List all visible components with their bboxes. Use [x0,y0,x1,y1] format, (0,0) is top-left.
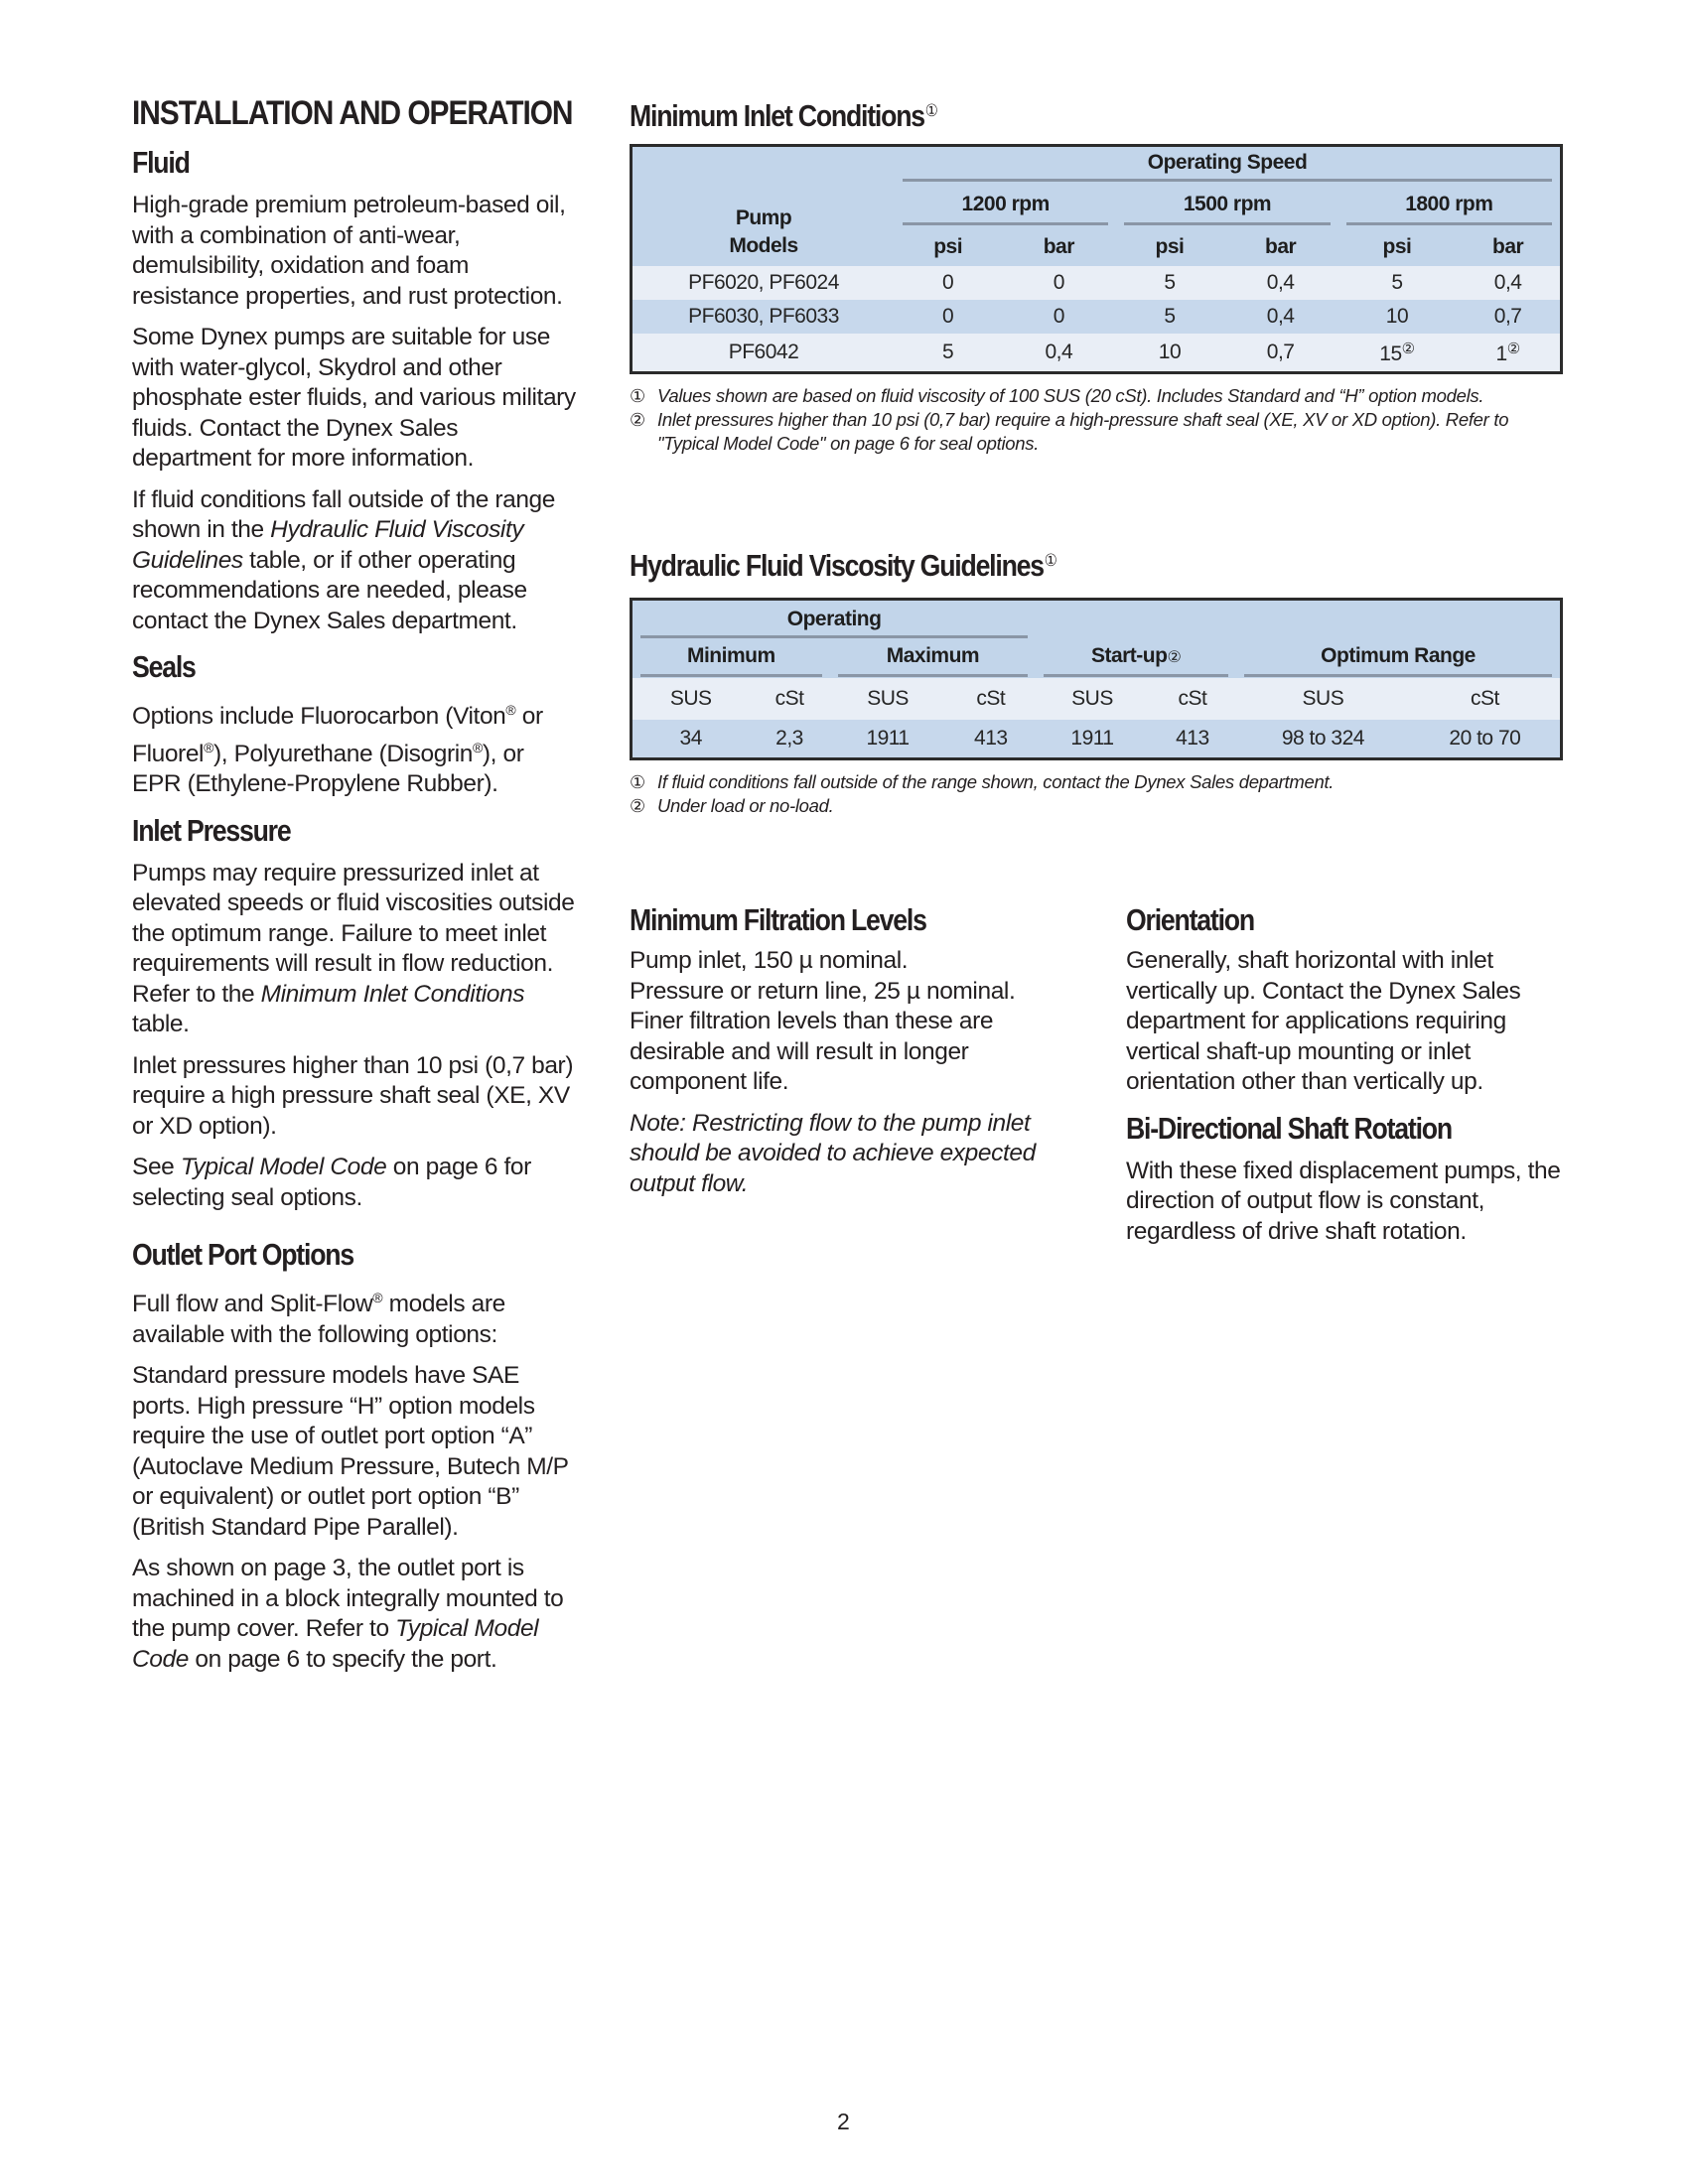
header-text: Optimum Range [1244,640,1552,677]
header-text: Maximum [838,640,1029,677]
unit-cell: SUS [867,687,909,710]
text: As shown on page 3, the outlet port is machined in a block integrally mounted to the pump cover. Refer to [132,1555,564,1642]
value-cell: 34 [679,727,702,750]
unit-cell: cSt [1178,687,1207,710]
text: If fluid conditions fall outside of the range shown in the [132,485,556,543]
filtration-heading: Minimum Filtration Levels [630,902,926,937]
value-cell: 2,3 [775,727,803,750]
optimum-range-header [1236,638,1560,678]
speed-header-1200 [895,185,1116,228]
startup-header [1036,638,1236,678]
text: Pump inlet, 150 µ nominal. [630,947,909,974]
footnote-mark: ① [630,386,645,406]
value-cell: 0 [1053,271,1064,294]
table-row [633,334,1560,371]
minimum-header [633,638,830,678]
value-cell: 0 [942,305,954,328]
model-code-reference: Typical Model Code [180,1154,387,1180]
text: ), or EPR (Ethylene-Propylene Rubber). [132,740,524,797]
value-cell: 0 [1053,305,1064,328]
inlet-pressure-paragraph-3 [132,1153,579,1213]
viscosity-block [630,541,1563,818]
footnote-text: Inlet pressures higher than 10 psi (0,7 bar) require a high-pressure shaft seal (XE, XV or XD option). Refer to "Typical Model Code" on page 6 for seal options. [657,409,1509,454]
footnote-mark: ② [630,796,645,816]
inlet-pressure-section [132,811,579,1214]
rotation-paragraph: With these fixed displacement pumps, the direction of output flow is constant, regardless of drive shaft rotation. [1126,1157,1561,1245]
table-reference: Minimum Inlet Conditions [260,980,525,1008]
orientation-section [1126,900,1573,1098]
inlet-pressure-paragraph-2: Inlet pressures higher than 10 psi (0,7 bar) require a high pressure shaft seal (XE, XV or XD option). [132,1051,574,1140]
unit-header: bar [1265,235,1297,258]
fluid-paragraph-1: High-grade premium petroleum-based oil, with a combination of anti-wear, demulsibility, oxidation and foam resistance properties, and rust protection. [132,192,566,310]
blank-header [1036,601,1560,638]
value-cell: 413 [1176,727,1209,750]
operating-speed-header [895,147,1560,185]
seals-paragraph [132,695,579,800]
filtration-section [630,900,1081,1210]
text: Finer filtration levels than these are desirable and will result in longer component life. [630,1008,994,1095]
text: or Fluorel [132,703,543,767]
unit-cell: SUS [1302,687,1344,710]
value-cell: 5 [1164,271,1176,294]
table-row [633,266,1560,300]
inlet-pressure-heading: Inlet Pressure [132,812,291,848]
text: table. [132,1011,190,1037]
text: Pressure or return line, 25 µ nominal. [630,977,1016,1005]
model-cell: PF6020, PF6024 [688,271,839,294]
model-cell: PF6030, PF6033 [688,305,839,328]
header-text: Pump [735,206,792,229]
registered-mark: ® [473,739,483,755]
unit-cell: cSt [774,687,804,710]
unit-cell: SUS [669,687,712,710]
value-cell: 20 to 70 [1449,727,1521,750]
header-text: Models [729,234,798,257]
footnote-mark: ② [630,410,645,430]
header-text: 1200 rpm [903,189,1108,225]
header-text: 1500 rpm [1124,189,1330,225]
speed-header-1500 [1116,185,1337,228]
page-title: INSTALLATION AND OPERATION [132,94,573,132]
label: Start-up [1090,643,1168,667]
inlet-table-footnotes [630,384,1563,456]
header-text: Minimum [640,640,822,677]
outlet-port-paragraph-3 [132,1554,579,1675]
viscosity-table-footnotes [630,770,1563,818]
outlet-port-paragraph-2: Standard pressure models have SAE ports. High pressure “H” option models require the use of outlet port option “A” (Autoclave Medium Pressure, Butech M/P or equivalent) or outlet port option “B” (British Standard Pipe Parallel). [132,1362,569,1541]
viscosity-heading [630,541,1432,586]
text: Options include Fluorocarbon (Viton [132,703,506,730]
footnote [630,770,1563,794]
table-row [633,300,1560,334]
footnote [630,384,1563,408]
inlet-conditions-block [630,91,1563,456]
inlet-conditions-heading [630,91,1432,136]
value-text: 15 [1379,341,1402,365]
heading-text: Minimum Inlet Conditions [630,98,924,133]
unit-cell: SUS [1071,687,1113,710]
inlet-conditions-table [630,144,1563,374]
speed-header-1800 [1338,185,1560,228]
footnote-mark: ② [1401,340,1415,357]
text: models are available with the following options: [132,1291,505,1348]
outlet-port-section [132,1235,579,1675]
fluid-paragraph-2: Some Dynex pumps are suitable for use with water-glycol, Skydrol and other phosphate ester fluids, and various military fluids. Contact the Dynex Sales department for more information. [132,324,576,472]
heading-text: Hydraulic Fluid Viscosity Guidelines [630,548,1044,583]
text: on page 6 for selecting seal options. [132,1154,531,1211]
registered-mark: ® [372,1290,383,1305]
value-cell: 0,4 [1493,271,1522,294]
model-cell: PF6042 [728,341,799,363]
rotation-heading: Bi-Directional Shaft Rotation [1126,1110,1452,1146]
unit-header: bar [1043,235,1074,258]
footnote-mark: ② [1167,648,1182,666]
header-text: 1800 rpm [1346,189,1552,225]
operating-header [633,601,1036,638]
value-text: 1 [1495,341,1507,365]
registered-mark: ® [204,739,214,755]
rotation-section [1126,1109,1573,1248]
text: Pumps may require pressurized inlet at elevated speeds or fluid viscosities outside the optimum range. Failure to meet inlet requirements will result in flow reduction. Refer to the [132,859,575,1008]
value-cell: 10 [1385,305,1409,328]
value-cell: 413 [974,727,1008,750]
orientation-heading: Orientation [1126,902,1254,937]
value-cell: 1911 [1070,727,1114,750]
maximum-header [830,638,1037,678]
header-text: Operating [640,602,1028,638]
fluid-heading: Fluid [132,145,190,180]
value-cell: 0,7 [1266,341,1295,363]
footnote-text: Under load or no-load. [657,795,834,816]
value-cell: 5 [1391,271,1403,294]
value-cell: 0,7 [1493,305,1522,328]
footnote-mark: ① [1044,551,1056,570]
fluid-paragraph-3 [132,485,579,637]
unit-header: psi [1382,235,1412,258]
viscosity-table [630,598,1563,760]
value-cell: 5 [1164,305,1176,328]
footnote-text: If fluid conditions fall outside of the range shown, contact the Dynex Sales department. [657,771,1335,792]
table-row [633,720,1560,757]
value-cell [1456,334,1560,371]
page-number: 2 [837,2109,850,2134]
header-text: Operating Speed [903,151,1552,182]
outlet-port-paragraph-1 [132,1283,579,1350]
table-reference: Hydraulic Fluid Viscosity Guidelines [132,516,524,574]
footnote [630,408,1563,456]
text: on page 6 to specify the port. [188,1645,497,1673]
text: Full flow and Split-Flow [132,1291,373,1317]
value-cell: 0 [942,271,954,294]
fluid-section [132,143,579,636]
footnote-text: Values shown are based on fluid viscosity of 100 SUS (20 cSt). Includes Standard and “H” option models. [657,385,1484,406]
value-cell: 5 [942,341,954,363]
left-column [132,91,579,1686]
header-text [1044,640,1228,677]
filtration-paragraph [630,946,1081,1098]
unit-header: psi [1155,235,1185,258]
filtration-note [630,1109,1081,1200]
text: See [132,1154,181,1180]
footnote-mark: ① [924,101,937,120]
footnote [630,794,1563,818]
orientation-paragraph: Generally, shaft horizontal with inlet vertically up. Contact the Dynex Sales department for applications requiring vertical shaft-up mounting or inlet orientation other than vertically up. [1126,947,1521,1095]
footnote-mark: ① [630,772,645,792]
unit-cell: cSt [1470,687,1499,710]
right-column [1126,900,1573,1258]
value-cell [1338,334,1457,371]
seals-heading: Seals [132,649,196,684]
registered-mark: ® [505,702,516,718]
value-cell: 0,4 [1045,341,1073,363]
text: table, or if other operating recommendations are needed, please contact the Dynex Sales department. [132,546,527,634]
pump-models-header [633,147,895,266]
value-cell: 1911 [866,727,910,750]
outlet-port-heading: Outlet Port Options [132,1237,353,1272]
value-cell: 0,4 [1266,271,1295,294]
value-cell: 98 to 324 [1281,727,1364,750]
unit-header: bar [1492,235,1524,258]
seals-section [132,647,579,800]
value-cell: 10 [1158,341,1182,363]
units-row [633,678,1560,720]
text: ), Polyurethane (Disogrin [213,740,473,767]
unit-cell: cSt [976,687,1006,710]
footnote-mark: ② [1506,340,1520,357]
unit-header: psi [933,235,963,258]
note-text: Note: Restricting flow to the pump inlet should be avoided to achieve expected output flow. [630,1109,1036,1197]
value-cell: 0,4 [1266,305,1295,328]
model-code-reference: Typical Model Code [132,1615,539,1673]
inlet-pressure-paragraph-1 [132,859,579,1040]
